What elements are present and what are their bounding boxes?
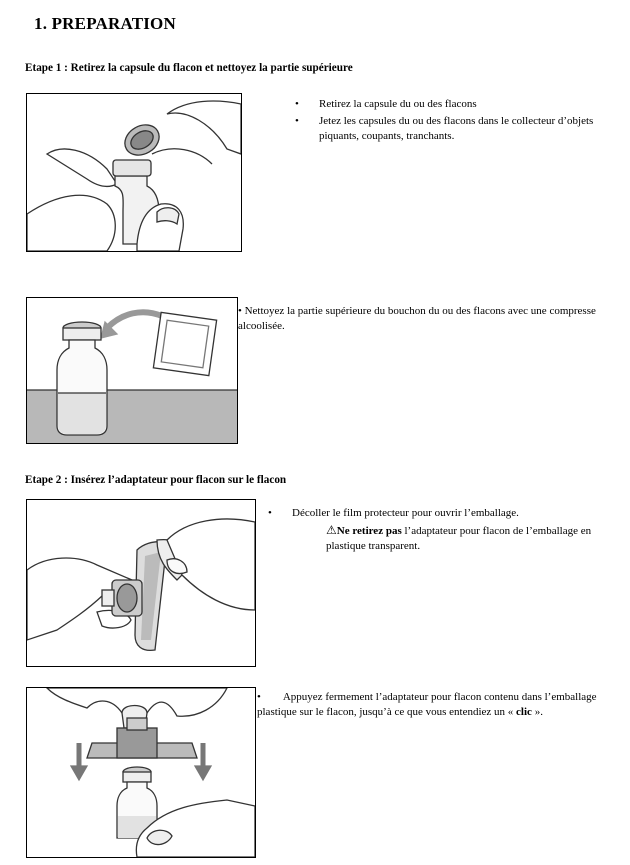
list-item: • Décoller le film protecteur pour ouvrir l’emballage. <box>268 507 519 519</box>
step1-bullets <box>295 97 615 146</box>
figure-clean-vial <box>26 297 238 444</box>
figure-remove-cap <box>26 93 242 252</box>
warning-icon: ⚠ <box>326 523 337 537</box>
figure-press-adapter <box>26 687 256 858</box>
figure-peel-package <box>26 499 256 667</box>
step2-press-text: • Appuyez fermement l’adaptateur pour flacon contenu dans l’emballage plastique sur le flacon, jusqu’à ce que vous entendiez un « clic ». <box>257 691 597 718</box>
list-item: • Jetez les capsules du ou des flacons dans le collecteur d’objets piquants, coupants, tranchants. <box>295 115 594 142</box>
list-item: • Retirez la capsule du ou des flacons <box>295 98 477 110</box>
bullet-icon: • <box>295 98 299 110</box>
bullet-icon: • <box>238 305 242 317</box>
bullet-icon: • <box>257 691 261 703</box>
bullet-icon: • <box>295 115 299 127</box>
step2-heading: Etape 2 : Insérez l’adaptateur pour flacon sur le flacon <box>25 474 287 486</box>
step2-bullets <box>268 506 613 554</box>
warning-note: ⚠Ne retirez pas l’adaptateur pour flacon de l’emballage en plastique transparent. <box>326 523 592 552</box>
bullet-icon: • <box>268 507 272 519</box>
step1-clean-text: • Nettoyez la partie supérieure du bouchon du ou des flacons avec une compresse alcoolisée. <box>238 305 596 332</box>
page-title: 1. PREPARATION <box>34 14 176 33</box>
step1-heading: Etape 1 : Retirez la capsule du flacon et nettoyez la partie supérieure <box>25 62 353 74</box>
